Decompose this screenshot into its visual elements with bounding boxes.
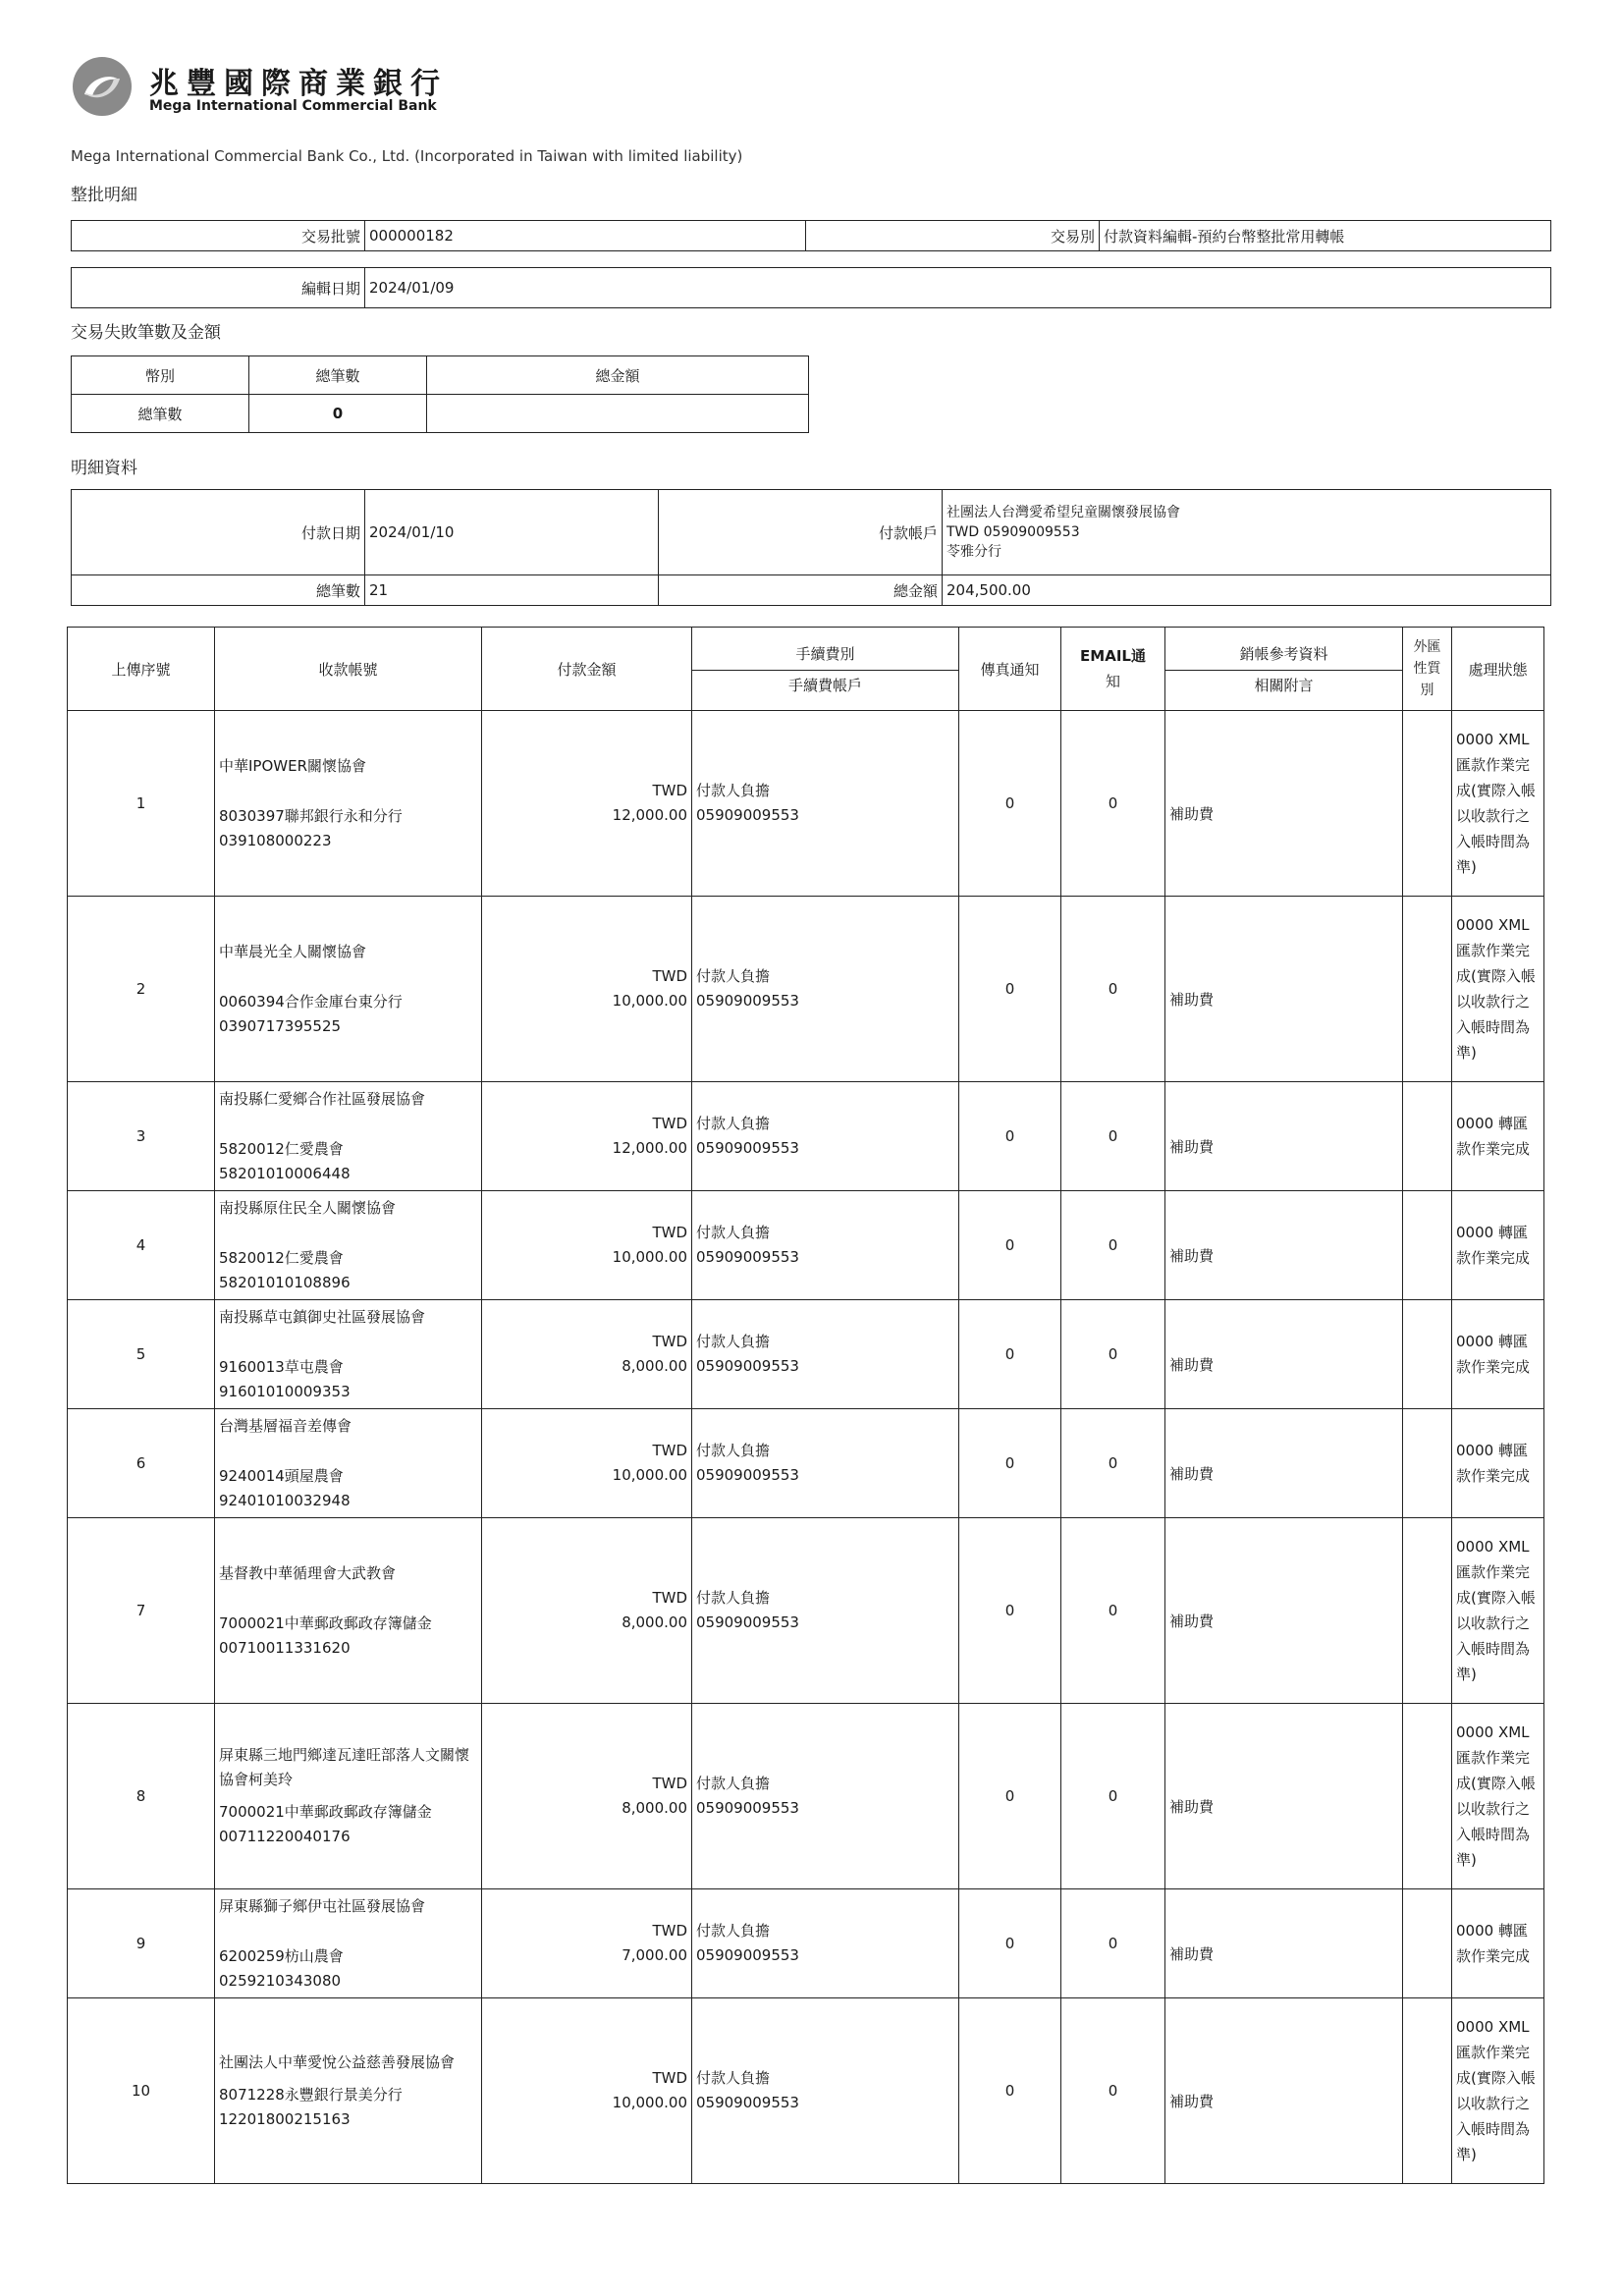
failed-col-count: 總筆數 [249,356,427,395]
row-amount-value: 10,000.00 [612,992,687,1010]
row-currency: TWD [652,1589,687,1607]
row-email: 0 [1061,1300,1165,1409]
row-payee-account: 91601010009353 [219,1382,351,1400]
row-fee [692,1409,959,1518]
row-ref [1165,1300,1403,1409]
header-fx-c: 別 [1420,683,1434,698]
batch-no-label: 交易批號 [72,221,365,251]
row-email: 0 [1061,897,1165,1082]
row-fax: 0 [959,1998,1061,2184]
row-fax: 0 [959,1300,1061,1409]
row-payee-bank: 7000021中華郵政郵政存簿儲金 [219,1613,432,1632]
row-payee [215,1409,482,1518]
row-email: 0 [1061,1998,1165,2184]
total-amount-value: 204,500.00 [943,575,1551,606]
row-fee-account: 05909009553 [696,806,799,824]
row-amount-value: 8,000.00 [622,1357,687,1375]
failed-col-currency: 幣別 [72,356,249,395]
row-amount-value: 10,000.00 [612,2094,687,2111]
row-ref [1165,1998,1403,2184]
row-payee [215,1082,482,1191]
row-payee-name: 基督教中華循理會大武教會 [219,1563,397,1582]
bank-name-cn: 兆豐國際商業銀行 [149,67,448,101]
row-status: 0000 XML匯款作業完成(實際入帳以收款行之入帳時間為準) [1452,711,1544,897]
failed-row-label: 總筆數 [72,395,249,433]
table-header-row [68,628,1544,711]
row-fee-type: 付款人負擔 [696,782,771,799]
row-fee [692,1704,959,1889]
row-fx [1403,1409,1452,1518]
row-amount [482,1704,692,1889]
row-fee-account: 05909009553 [696,1946,799,1964]
row-fee-account: 05909009553 [696,1248,799,1266]
row-amount-value: 10,000.00 [612,1466,687,1484]
table-row [68,711,1544,897]
total-count-label: 總筆數 [72,575,365,606]
row-payee-bank: 9160013草屯農會 [219,1357,344,1376]
type-value: 付款資料編輯-預約台幣整批常用轉帳 [1100,221,1551,251]
row-payee-account: 0259210343080 [219,1971,342,1990]
row-email: 0 [1061,1518,1165,1704]
row-fee [692,711,959,897]
row-currency: TWD [652,1775,687,1792]
row-payee-bank: 9240014頭屋農會 [219,1466,344,1485]
row-fee [692,1191,959,1300]
row-email: 0 [1061,1082,1165,1191]
header-fx-a: 外匯 [1413,639,1441,655]
table-row [68,1518,1544,1704]
row-payee-name: 屏東縣獅子鄉伊屯社區發展協會 [219,1896,426,1915]
row-ref-value: 補助費 [1169,1137,1215,1156]
row-status: 0000 XML匯款作業完成(實際入帳以收款行之入帳時間為準) [1452,1518,1544,1704]
row-fee-type: 付款人負擔 [696,1115,771,1132]
row-payee-bank: 8071228永豐銀行景美分行 [219,2085,403,2104]
row-ref-value: 補助費 [1169,1612,1215,1630]
row-payee [215,711,482,897]
row-fee-account: 05909009553 [696,992,799,1010]
row-ref-value: 補助費 [1169,990,1215,1009]
batch-no-value: 000000182 [365,221,806,251]
row-payee-name: 南投縣原住民全人關懷協會 [219,1198,397,1217]
row-ref-value: 補助費 [1169,1944,1215,1963]
row-fax: 0 [959,897,1061,1082]
row-fee-type: 付款人負擔 [696,967,771,985]
bank-name-en: Mega International Commercial Bank [149,98,437,114]
header-ref-top: 銷帳參考資料 [1239,644,1328,663]
row-payee-account: 12201800215163 [219,2109,351,2128]
row-currency: TWD [652,967,687,985]
row-status: 0000 XML匯款作業完成(實際入帳以收款行之入帳時間為準) [1452,897,1544,1082]
pay-account-label: 付款帳戶 [659,490,943,575]
row-status: 0000 轉匯款作業完成 [1452,1889,1544,1998]
row-fax: 0 [959,1409,1061,1518]
row-fee-type: 付款人負擔 [696,1589,771,1607]
header-fax: 傳真通知 [959,628,1061,711]
header-attach: 相關附言 [1165,670,1402,701]
row-ref-value: 補助費 [1169,1355,1215,1374]
row-fee [692,1518,959,1704]
row-amount [482,711,692,897]
row-fee [692,1998,959,2184]
row-seq: 9 [68,1889,215,1998]
row-fax: 0 [959,711,1061,897]
row-amount [482,1998,692,2184]
row-payee-account: 92401010032948 [219,1491,351,1509]
row-payee-account: 00711220040176 [219,1828,351,1845]
row-payee [215,1191,482,1300]
header-ref [1165,628,1403,711]
row-email: 0 [1061,711,1165,897]
row-fax: 0 [959,1518,1061,1704]
transaction-table [67,627,1544,2184]
pay-account-name: 社團法人台灣愛希望兒童關懷發展協會 [947,505,1180,520]
row-seq: 7 [68,1518,215,1704]
pay-account-no: TWD 05909009553 [947,524,1080,540]
failed-section-title: 交易失敗筆數及金額 [71,323,221,343]
row-ref [1165,1704,1403,1889]
row-ref [1165,1889,1403,1998]
header-email-b: 知 [1105,673,1120,690]
table-row [68,1998,1544,2184]
type-label: 交易別 [806,221,1100,251]
row-fee-account: 05909009553 [696,2094,799,2111]
row-ref [1165,1518,1403,1704]
row-ref [1165,711,1403,897]
header-fee-account: 手續費帳戶 [692,670,958,701]
row-payee-name: 南投縣草屯鎮御史社區發展協會 [219,1307,426,1326]
row-payee-account: 039108000223 [219,831,332,849]
row-currency: TWD [652,2069,687,2087]
row-seq: 10 [68,1998,215,2184]
table-row [68,1889,1544,1998]
row-seq: 3 [68,1082,215,1191]
row-amount-value: 12,000.00 [612,1139,687,1157]
row-ref [1165,1191,1403,1300]
row-fee-account: 05909009553 [696,1799,799,1817]
header-fee-type: 手續費別 [795,644,855,663]
row-fx [1403,897,1452,1082]
header-fx [1403,628,1452,711]
row-payee-account: 0390717395525 [219,1016,342,1035]
row-payee-name: 中華晨光全人關懷協會 [219,942,367,960]
row-fee-type: 付款人負擔 [696,1333,771,1350]
total-count-value: 21 [365,575,659,606]
row-payee [215,1518,482,1704]
row-status: 0000 轉匯款作業完成 [1452,1191,1544,1300]
row-fx [1403,711,1452,897]
row-fx [1403,1518,1452,1704]
failed-col-amount: 總金額 [427,356,809,395]
row-seq: 5 [68,1300,215,1409]
row-status: 0000 轉匯款作業完成 [1452,1409,1544,1518]
row-fee-type: 付款人負擔 [696,1775,771,1792]
row-amount [482,1409,692,1518]
row-amount-value: 7,000.00 [622,1946,687,1964]
table-row [68,1082,1544,1191]
row-amount [482,1082,692,1191]
row-payee [215,1300,482,1409]
pay-account-value [943,490,1551,575]
row-fee-account: 05909009553 [696,1466,799,1484]
row-ref [1165,1082,1403,1191]
row-currency: TWD [652,1333,687,1350]
row-amount [482,1300,692,1409]
row-payee-name: 社團法人中華愛悅公益慈善發展協會 [219,2052,456,2071]
row-currency: TWD [652,782,687,799]
row-amount [482,1191,692,1300]
row-amount [482,1518,692,1704]
row-payee-bank: 5820012仁愛農會 [219,1139,344,1158]
row-amount-value: 8,000.00 [622,1613,687,1631]
table-row [68,897,1544,1082]
row-fax: 0 [959,1889,1061,1998]
row-payee [215,897,482,1082]
pay-account-branch: 苓雅分行 [947,544,1001,560]
row-payee-bank: 8030397聯邦銀行永和分行 [219,806,403,825]
row-amount [482,1889,692,1998]
row-payee-account: 58201010006448 [219,1164,351,1182]
row-amount-value: 12,000.00 [612,806,687,824]
header-fx-b: 性質 [1413,661,1441,677]
row-fee-account: 05909009553 [696,1613,799,1631]
row-fee-account: 05909009553 [696,1139,799,1157]
row-currency: TWD [652,1442,687,1459]
row-seq: 6 [68,1409,215,1518]
row-ref-value: 補助費 [1169,804,1215,823]
batch-info-table [71,220,1551,251]
row-payee-name: 台灣基層福音差傳會 [219,1416,352,1435]
row-fee-type: 付款人負擔 [696,1224,771,1241]
edit-date-table [71,267,1551,308]
row-fx [1403,1191,1452,1300]
row-ref [1165,897,1403,1082]
header-payee: 收款帳號 [215,628,482,711]
row-fee [692,897,959,1082]
edit-date-label: 編輯日期 [72,268,365,308]
row-fee-account: 05909009553 [696,1357,799,1375]
row-fx [1403,1704,1452,1889]
row-payee [215,1704,482,1889]
row-payee-account: 00710011331620 [219,1638,351,1657]
mega-bank-logo-icon [71,55,134,118]
row-payee-bank: 0060394合作金庫台東分行 [219,992,403,1011]
pay-date-value: 2024/01/10 [365,490,659,575]
table-row [68,1300,1544,1409]
row-payee-bank: 5820012仁愛農會 [219,1248,344,1267]
row-payee-bank: 6200259枋山農會 [219,1946,344,1965]
pay-date-label: 付款日期 [72,490,365,575]
table-row [68,1409,1544,1518]
row-payee [215,1998,482,2184]
table-row [68,1191,1544,1300]
detail-summary-table [71,489,1551,606]
row-ref-value: 補助費 [1169,1797,1215,1816]
header-seq: 上傳序號 [68,628,215,711]
row-fx [1403,1889,1452,1998]
row-ref [1165,1409,1403,1518]
header-email-a: EMAIL通 [1080,647,1146,665]
edit-date-value: 2024/01/09 [365,268,1551,308]
row-seq: 8 [68,1704,215,1889]
row-payee-bank: 7000021中華郵政郵政存簿儲金 [219,1803,432,1821]
header-amount: 付款金額 [482,628,692,711]
row-fax: 0 [959,1704,1061,1889]
row-fax: 0 [959,1191,1061,1300]
row-currency: TWD [652,1115,687,1132]
row-status: 0000 XML匯款作業完成(實際入帳以收款行之入帳時間為準) [1452,1704,1544,1889]
row-currency: TWD [652,1224,687,1241]
row-seq: 1 [68,711,215,897]
row-email: 0 [1061,1704,1165,1889]
row-fee-type: 付款人負擔 [696,1442,771,1459]
row-payee-name: 南投縣仁愛鄉合作社區發展協會 [219,1089,426,1108]
failed-row-amount [427,395,809,433]
row-currency: TWD [652,1922,687,1940]
row-fee-type: 付款人負擔 [696,2069,771,2087]
row-status: 0000 轉匯款作業完成 [1452,1300,1544,1409]
row-ref-value: 補助費 [1169,1464,1215,1483]
row-amount-value: 10,000.00 [612,1248,687,1266]
row-amount-value: 8,000.00 [622,1799,687,1817]
row-ref-value: 補助費 [1169,1246,1215,1265]
failed-table [71,355,809,433]
row-payee-name: 中華IPOWER關懷協會 [219,756,367,775]
row-payee-account: 58201010108896 [219,1273,351,1291]
row-fee [692,1889,959,1998]
row-ref-value: 補助費 [1169,2092,1215,2110]
row-fee [692,1082,959,1191]
row-email: 0 [1061,1409,1165,1518]
row-email: 0 [1061,1889,1165,1998]
row-seq: 2 [68,897,215,1082]
row-fx [1403,1082,1452,1191]
row-fee-type: 付款人負擔 [696,1922,771,1940]
row-amount [482,897,692,1082]
row-fee [692,1300,959,1409]
batch-section-title: 整批明細 [71,186,137,205]
row-fx [1403,1998,1452,2184]
header-email [1061,628,1165,711]
total-amount-label: 總金額 [659,575,943,606]
company-line: Mega International Commercial Bank Co., Ltd. (Incorporated in Taiwan with limited liability) [71,147,743,165]
row-payee-name: 屏東縣三地門鄉達瓦達旺部落人文關懷協會柯美玲 [219,1746,470,1788]
header-fee [692,628,959,711]
table-row [68,1704,1544,1889]
row-seq: 4 [68,1191,215,1300]
row-fx [1403,1300,1452,1409]
row-status: 0000 轉匯款作業完成 [1452,1082,1544,1191]
header-status: 處理狀態 [1452,628,1544,711]
row-fax: 0 [959,1082,1061,1191]
row-payee [215,1889,482,1998]
row-email: 0 [1061,1191,1165,1300]
row-status: 0000 XML匯款作業完成(實際入帳以收款行之入帳時間為準) [1452,1998,1544,2184]
detail-section-title: 明細資料 [71,459,137,478]
failed-row-count: 0 [249,395,427,433]
